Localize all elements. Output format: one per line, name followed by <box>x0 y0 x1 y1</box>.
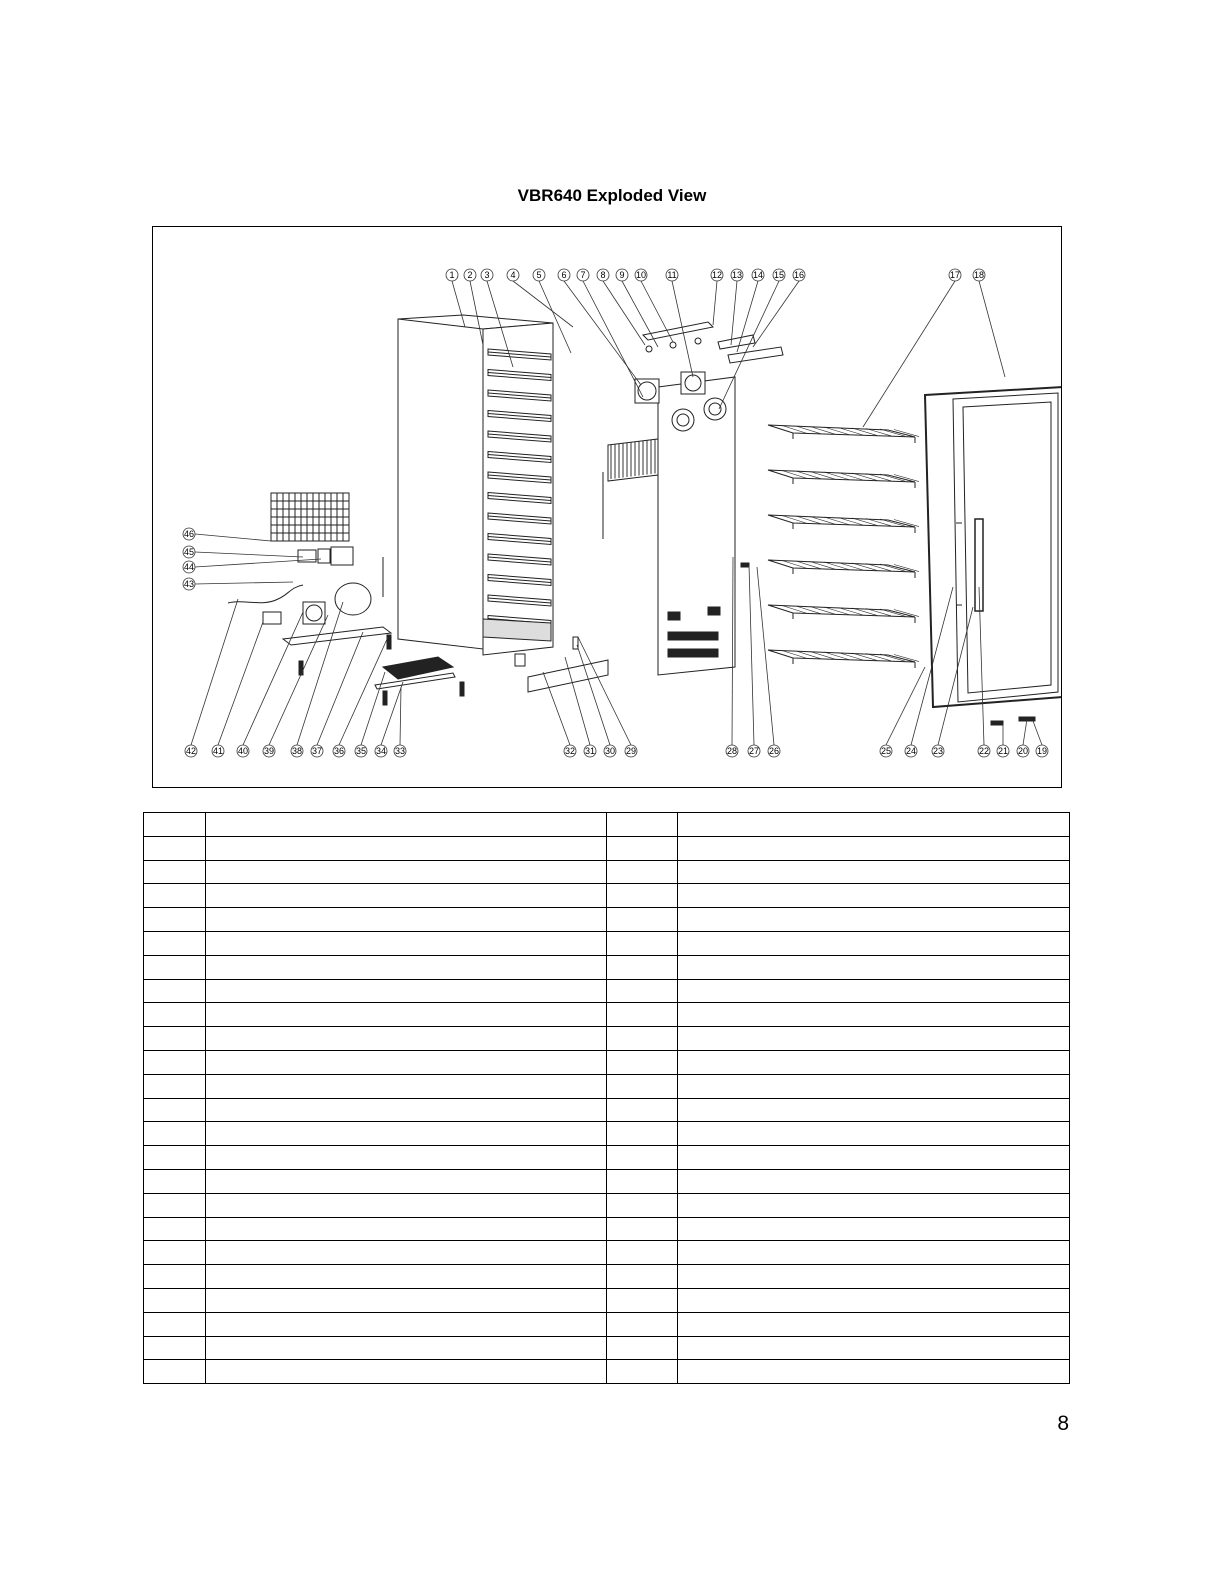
table-row <box>144 1336 1070 1360</box>
table-row <box>144 979 1070 1003</box>
table-cell <box>678 836 1070 860</box>
table-cell <box>607 1003 678 1027</box>
back-panel <box>658 377 735 675</box>
exploded-view-drawing <box>153 227 1061 787</box>
table-cell <box>607 979 678 1003</box>
callout-12 <box>711 269 723 281</box>
table-cell <box>678 979 1070 1003</box>
table-cell <box>206 813 607 837</box>
evaporator-coil <box>608 439 658 481</box>
table-cell <box>206 1336 607 1360</box>
svg-text:1: 1 <box>449 270 455 280</box>
table-cell <box>607 1074 678 1098</box>
table-cell <box>144 1027 206 1051</box>
svg-text:22: 22 <box>978 746 990 756</box>
table-cell <box>678 1003 1070 1027</box>
svg-text:43: 43 <box>183 579 195 589</box>
svg-text:15: 15 <box>773 270 785 280</box>
table-cell <box>206 1193 607 1217</box>
table-cell <box>678 1122 1070 1146</box>
table-cell <box>144 979 206 1003</box>
table-cell <box>144 1312 206 1336</box>
callout-44 <box>183 561 195 573</box>
table-cell <box>607 1265 678 1289</box>
table-cell <box>144 1217 206 1241</box>
svg-text:33: 33 <box>394 746 406 756</box>
callout-33 <box>394 745 406 757</box>
callout-10 <box>635 269 647 281</box>
callout-46 <box>183 528 195 540</box>
callout-36 <box>333 745 345 757</box>
svg-text:5: 5 <box>536 270 542 280</box>
svg-text:13: 13 <box>731 270 743 280</box>
table-cell <box>144 1360 206 1384</box>
table-cell <box>678 1027 1070 1051</box>
table-row <box>144 1074 1070 1098</box>
table-cell <box>144 860 206 884</box>
callout-29 <box>625 745 637 757</box>
svg-text:19: 19 <box>1036 746 1048 756</box>
callout-28 <box>726 745 738 757</box>
callout-13 <box>731 269 743 281</box>
table-cell <box>607 1122 678 1146</box>
svg-text:29: 29 <box>625 746 637 756</box>
table-cell <box>607 931 678 955</box>
condenser-grid <box>271 493 349 541</box>
table-cell <box>678 1193 1070 1217</box>
callout-21 <box>997 745 1009 757</box>
table-cell <box>206 1074 607 1098</box>
table-cell <box>678 955 1070 979</box>
table-cell <box>678 1098 1070 1122</box>
table-cell <box>678 1050 1070 1074</box>
callout-3 <box>481 269 493 281</box>
table-row <box>144 931 1070 955</box>
svg-text:32: 32 <box>564 746 576 756</box>
svg-text:37: 37 <box>311 746 323 756</box>
table-cell <box>678 1146 1070 1170</box>
callout-14 <box>752 269 764 281</box>
callout-18 <box>973 269 985 281</box>
callout-34 <box>375 745 387 757</box>
callout-41 <box>212 745 224 757</box>
table-cell <box>144 1241 206 1265</box>
callout-4 <box>507 269 519 281</box>
svg-text:38: 38 <box>291 746 303 756</box>
table-row <box>144 1098 1070 1122</box>
svg-text:24: 24 <box>905 746 917 756</box>
table-cell <box>206 955 607 979</box>
table-cell <box>678 1241 1070 1265</box>
callout-31 <box>584 745 596 757</box>
table-cell <box>206 1241 607 1265</box>
callout-25 <box>880 745 892 757</box>
table-row <box>144 1241 1070 1265</box>
bottom-parts <box>299 635 464 705</box>
table-cell <box>206 1288 607 1312</box>
svg-text:39: 39 <box>263 746 275 756</box>
table-cell <box>678 1217 1070 1241</box>
table-row <box>144 1146 1070 1170</box>
exploded-view-diagram <box>152 226 1062 788</box>
table-cell <box>678 1360 1070 1384</box>
svg-text:26: 26 <box>768 746 780 756</box>
table-row <box>144 836 1070 860</box>
table-cell <box>607 836 678 860</box>
callout-27 <box>748 745 760 757</box>
svg-text:28: 28 <box>726 746 738 756</box>
table-cell <box>144 1288 206 1312</box>
page-number: 8 <box>1057 1412 1069 1435</box>
table-cell <box>144 1098 206 1122</box>
table-row <box>144 1122 1070 1146</box>
callout-17 <box>949 269 961 281</box>
svg-text:23: 23 <box>932 746 944 756</box>
svg-text:10: 10 <box>635 270 647 280</box>
callout-11 <box>666 269 678 281</box>
table-row <box>144 884 1070 908</box>
table-row <box>144 1265 1070 1289</box>
table-cell <box>607 1288 678 1312</box>
callout-5 <box>533 269 545 281</box>
svg-text:11: 11 <box>667 270 677 280</box>
callout-23 <box>932 745 944 757</box>
svg-text:42: 42 <box>185 746 197 756</box>
callout-30 <box>604 745 616 757</box>
table-cell <box>144 1265 206 1289</box>
table-cell <box>607 1169 678 1193</box>
callout-39 <box>263 745 275 757</box>
callout-6 <box>558 269 570 281</box>
table-cell <box>678 1336 1070 1360</box>
callout-42 <box>185 745 197 757</box>
top-brackets <box>643 322 783 363</box>
table-cell <box>206 1050 607 1074</box>
callout-35 <box>355 745 367 757</box>
table-row <box>144 813 1070 837</box>
table-cell <box>206 1265 607 1289</box>
table-cell <box>607 1098 678 1122</box>
svg-text:16: 16 <box>793 270 805 280</box>
table-cell <box>206 1122 607 1146</box>
callout-40 <box>237 745 249 757</box>
svg-text:36: 36 <box>333 746 345 756</box>
table-cell <box>144 908 206 932</box>
callout-45 <box>183 546 195 558</box>
table-cell <box>607 1027 678 1051</box>
table-cell <box>144 1146 206 1170</box>
table-cell <box>144 1003 206 1027</box>
table-cell <box>206 836 607 860</box>
table-cell <box>607 884 678 908</box>
table-cell <box>206 931 607 955</box>
table-cell <box>678 1169 1070 1193</box>
table-cell <box>144 1169 206 1193</box>
table-cell <box>607 1050 678 1074</box>
table-cell <box>206 1360 607 1384</box>
table-cell <box>206 1217 607 1241</box>
table-cell <box>678 1265 1070 1289</box>
table-cell <box>607 1193 678 1217</box>
table-cell <box>206 860 607 884</box>
table-row <box>144 1312 1070 1336</box>
page-title: VBR640 Exploded View <box>517 186 707 205</box>
callout-22 <box>978 745 990 757</box>
svg-text:34: 34 <box>375 746 387 756</box>
table-cell <box>206 979 607 1003</box>
callout-1 <box>446 269 458 281</box>
svg-text:6: 6 <box>561 270 567 280</box>
svg-text:9: 9 <box>619 270 625 280</box>
table-row <box>144 1217 1070 1241</box>
callout-24 <box>905 745 917 757</box>
table-cell <box>206 1169 607 1193</box>
table-cell <box>206 1098 607 1122</box>
svg-text:12: 12 <box>711 270 723 280</box>
table-cell <box>206 1027 607 1051</box>
table-cell <box>607 955 678 979</box>
table-cell <box>144 1122 206 1146</box>
power-cord <box>228 585 303 603</box>
table-cell <box>678 813 1070 837</box>
table-cell <box>678 908 1070 932</box>
svg-text:35: 35 <box>355 746 367 756</box>
table-cell <box>678 1312 1070 1336</box>
table-cell <box>607 1241 678 1265</box>
table-cell <box>607 1217 678 1241</box>
table-cell <box>144 884 206 908</box>
table-row <box>144 1050 1070 1074</box>
svg-text:46: 46 <box>183 529 195 539</box>
svg-text:41: 41 <box>212 746 224 756</box>
table-cell <box>144 1336 206 1360</box>
glass-door <box>925 387 1061 707</box>
table-row <box>144 1169 1070 1193</box>
table-row <box>144 955 1070 979</box>
table-cell <box>607 1360 678 1384</box>
table-cell <box>607 1312 678 1336</box>
table-cell <box>206 884 607 908</box>
table-cell <box>678 884 1070 908</box>
table-cell <box>678 1288 1070 1312</box>
table-row <box>144 860 1070 884</box>
table-cell <box>206 908 607 932</box>
svg-text:25: 25 <box>880 746 892 756</box>
table-cell <box>144 836 206 860</box>
callout-19 <box>1036 745 1048 757</box>
callout-16 <box>793 269 805 281</box>
svg-text:14: 14 <box>752 270 764 280</box>
callout-20 <box>1017 745 1029 757</box>
table-cell <box>678 931 1070 955</box>
table-cell <box>144 931 206 955</box>
callout-2 <box>464 269 476 281</box>
callout-9 <box>616 269 628 281</box>
table-cell <box>607 1146 678 1170</box>
svg-text:40: 40 <box>237 746 249 756</box>
svg-text:7: 7 <box>580 270 586 280</box>
svg-text:2: 2 <box>467 270 473 280</box>
table-cell <box>607 1336 678 1360</box>
callout-8 <box>597 269 609 281</box>
svg-text:3: 3 <box>484 270 490 280</box>
svg-text:20: 20 <box>1017 746 1029 756</box>
table-cell <box>144 955 206 979</box>
table-cell <box>206 1146 607 1170</box>
table-cell <box>144 1193 206 1217</box>
callout-32 <box>564 745 576 757</box>
table-cell <box>206 1003 607 1027</box>
svg-text:30: 30 <box>604 746 616 756</box>
callout-38 <box>291 745 303 757</box>
table-cell <box>607 860 678 884</box>
callout-37 <box>311 745 323 757</box>
svg-text:21: 21 <box>997 746 1009 756</box>
svg-text:44: 44 <box>183 562 195 572</box>
table-cell <box>144 1074 206 1098</box>
svg-text:4: 4 <box>510 270 516 280</box>
svg-text:8: 8 <box>600 270 606 280</box>
callout-15 <box>773 269 785 281</box>
table-row <box>144 1360 1070 1384</box>
callout-26 <box>768 745 780 757</box>
table-row <box>144 1027 1070 1051</box>
table-row <box>144 1003 1070 1027</box>
table-cell <box>144 813 206 837</box>
table-cell <box>607 908 678 932</box>
table-cell <box>206 1312 607 1336</box>
table-row <box>144 1288 1070 1312</box>
svg-text:31: 31 <box>584 746 596 756</box>
table-cell <box>678 860 1070 884</box>
table-cell <box>678 1074 1070 1098</box>
svg-text:17: 17 <box>949 270 961 280</box>
table-row <box>144 1193 1070 1217</box>
callout-7 <box>577 269 589 281</box>
svg-text:18: 18 <box>973 270 985 280</box>
table-row <box>144 908 1070 932</box>
table-cell <box>607 813 678 837</box>
callout-43 <box>183 578 195 590</box>
table-cell <box>144 1050 206 1074</box>
svg-text:45: 45 <box>183 547 195 557</box>
svg-text:27: 27 <box>748 746 760 756</box>
parts-list-table <box>143 812 1070 1384</box>
wire-shelves <box>768 425 919 668</box>
